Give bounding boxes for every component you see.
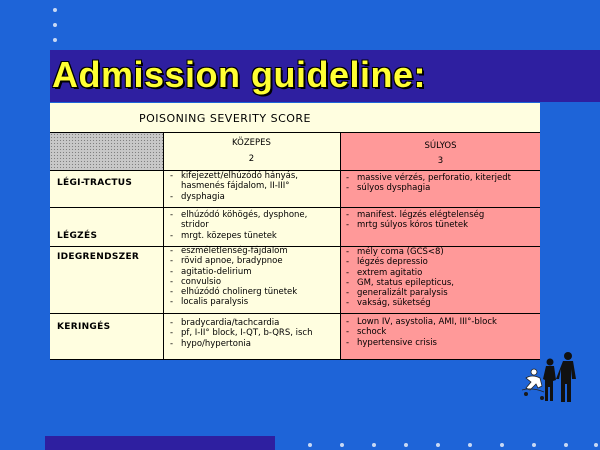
- list-item: - mrgt. közepes tünetek: [168, 231, 307, 241]
- list-item: - dysphagia: [168, 192, 298, 202]
- col-header-score: 3: [437, 156, 444, 166]
- decor-dot: [53, 23, 57, 27]
- slide-title: Admission guideline:: [52, 54, 427, 95]
- list-kozepes-0: [168, 171, 298, 202]
- list-item: - bradycardia/tachcardia: [168, 318, 312, 328]
- list-sulyos-2: [344, 247, 454, 309]
- list-sulyos-3: [344, 317, 497, 348]
- list-item: - hypertensive crisis: [344, 338, 497, 348]
- list-item: - elhúzódó cholinerg tünetek: [168, 287, 297, 297]
- list-item: - rövid apnoe, bradypnoe: [168, 256, 297, 266]
- grid-line: [50, 313, 540, 314]
- decor-dot: [468, 443, 472, 447]
- grid-line: [50, 132, 540, 133]
- list-item: - Lown IV, asystolia, AMI, III°-block: [344, 317, 497, 327]
- row-label-idegrendszer: IDEGRENDSZER: [57, 252, 140, 262]
- list-item: - manifest. légzés elégtelenség: [344, 210, 484, 220]
- decor-dot: [404, 443, 408, 447]
- list-item: hasmenés fájdalom, II-III°: [181, 181, 290, 192]
- list-item: stridor: [181, 220, 209, 231]
- grid-line: [50, 207, 540, 208]
- row-label-keringes: KERINGÉS: [57, 322, 111, 332]
- list-kozepes-3: [168, 318, 312, 349]
- list-item: - convulsio: [168, 277, 297, 287]
- decor-dot: [532, 443, 536, 447]
- decor-dot: [308, 443, 312, 447]
- list-item: - mély coma (GCS<8): [344, 247, 454, 257]
- list-item: - schock: [344, 327, 497, 337]
- decor-dot: [436, 443, 440, 447]
- grid-line: [163, 132, 164, 360]
- decor-dot: [53, 8, 57, 12]
- decor-dot: [372, 443, 376, 447]
- row-label-legi-tractus: LÉGI-TRACTUS: [57, 178, 133, 188]
- col-header-score: 2: [248, 154, 255, 164]
- decor-dot: [340, 443, 344, 447]
- list-item: - elhúzódó köhögés, dysphone,: [168, 210, 307, 220]
- bottom-band: [45, 436, 275, 450]
- list-sulyos-0: [344, 173, 511, 194]
- list-item: - eszméletlenség-fájdalom: [168, 246, 297, 256]
- list-sulyos-1: [344, 210, 484, 231]
- header-corner-cell: [50, 133, 163, 170]
- list-item: - extrem agitatio: [344, 268, 454, 278]
- list-item: - vakság, süketség: [344, 298, 454, 308]
- decor-dot: [564, 443, 568, 447]
- grid-line: [50, 359, 540, 360]
- col-header-sulyos: [341, 140, 540, 167]
- medical-team-clipart: [520, 350, 582, 408]
- list-item: - légzés depressio: [344, 257, 454, 267]
- decor-dot: [594, 443, 598, 447]
- col-header-kozepes: [163, 137, 340, 165]
- col-header-name: SÚLYOS: [424, 141, 457, 151]
- table-title: POISONING SEVERITY SCORE: [138, 112, 312, 125]
- list-item: - kifejezett/elhúzódó hányás,: [168, 171, 298, 181]
- list-item: - generalizált paralysis: [344, 288, 454, 298]
- list-item: - GM, status epilepticus,: [344, 278, 454, 288]
- list-item: - súlyos dysphagia: [344, 183, 511, 193]
- decor-dot: [53, 38, 57, 42]
- col-header-name: KÖZEPES: [232, 138, 271, 148]
- severity-table: [50, 103, 540, 360]
- list-item: - mrtg súlyos kóros tünetek: [344, 220, 484, 230]
- row-label-legzes: LÉGZÉS: [57, 231, 98, 241]
- list-kozepes-1: [168, 210, 307, 241]
- list-item: - localis paralysis: [168, 297, 297, 307]
- list-item: - hypo/hypertonia: [168, 339, 312, 349]
- list-kozepes-2: [168, 246, 297, 308]
- list-item: - pf, I-II° block, I-QT, b-QRS, isch: [168, 328, 312, 338]
- decor-dot: [500, 443, 504, 447]
- list-item: - massive vérzés, perforatio, kiterjedt: [344, 173, 511, 183]
- list-item: - agitatio-delirium: [168, 267, 297, 277]
